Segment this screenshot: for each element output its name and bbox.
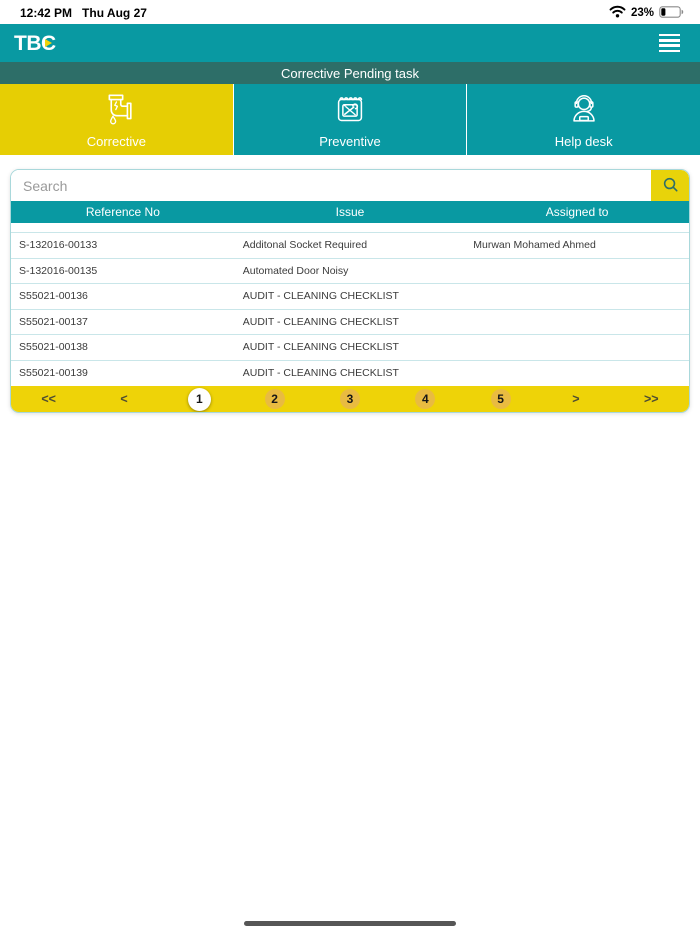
pagination-page-2[interactable]: 2 [237,388,312,410]
table-spacer-row [11,223,689,233]
pagination-page-3[interactable]: 3 [312,388,387,410]
pipe-leak-icon [97,91,135,129]
tab-corrective[interactable] [0,84,233,155]
tbc-logo: TBC [14,31,56,55]
calendar-tools-icon [331,91,369,129]
search-icon [662,176,679,196]
tab-label: Corrective [86,133,146,149]
pagination-bar [11,386,689,412]
table-cell-reference-no: S-132016-00133 [19,239,98,252]
table-row[interactable] [11,259,689,285]
main-content [0,155,700,413]
table-cell-issue: AUDIT - CLEANING CHECKLIST [242,315,399,328]
table-cell-reference-no: S-132016-00135 [19,264,98,277]
table-cell-issue: AUDIT - CLEANING CHECKLIST [242,341,399,354]
pagination-page-4[interactable]: 4 [388,388,463,410]
table-header [11,201,689,223]
table-cell-reference-no: S55021-00138 [19,341,88,354]
tab-label: Preventive [319,133,381,149]
pagination-prev[interactable]: < [86,391,161,407]
pagination-next[interactable]: > [538,391,613,407]
battery-percent: 23% [630,7,654,19]
column-header-assigned-to: Assigned to [545,205,609,219]
search-input[interactable] [11,170,651,201]
column-header-issue: Issue [335,205,365,219]
table-row[interactable] [11,310,689,336]
support-agent-icon [565,91,603,129]
table-cell-reference-no: S55021-00137 [19,315,88,328]
table-body [11,233,689,386]
tab-label: Help desk [554,133,613,149]
table-cell-reference-no: S55021-00136 [19,290,88,303]
status-bar [0,0,700,24]
table-cell-issue: AUDIT - CLEANING CHECKLIST [242,367,399,380]
home-indicator[interactable] [244,921,456,926]
pagination-page-5[interactable]: 5 [463,388,538,410]
table-row[interactable] [11,335,689,361]
table-row[interactable] [11,361,689,387]
task-list-card [10,169,690,413]
table-cell-issue: AUDIT - CLEANING CHECKLIST [242,290,399,303]
table-cell-issue: Automated Door Noisy [242,264,349,277]
tab-bar [0,84,700,155]
table-cell-assigned-to: Murwan Mohamed Ahmed [473,239,596,252]
tab-help-desk[interactable] [466,84,700,155]
pagination-last[interactable]: >> [614,391,689,407]
battery-icon [659,6,684,21]
app-header [0,24,700,62]
column-header-reference-no: Reference No [85,205,160,219]
tab-preventive[interactable] [233,84,467,155]
search-button[interactable] [651,170,689,201]
logo-arrow-icon [45,39,52,47]
page-title: Corrective Pending task [0,62,700,84]
table-cell-reference-no: S55021-00139 [19,367,88,380]
menu-icon[interactable] [659,34,680,53]
wifi-icon [609,5,626,21]
clock-time: 12:42 PM [20,6,73,20]
pagination-first[interactable]: << [11,391,86,407]
pagination-page-1[interactable]: 1 [162,387,237,412]
search-bar [11,170,689,201]
table-row[interactable] [11,284,689,310]
clock-date: Thu Aug 27 [82,6,147,20]
table-cell-issue: Additonal Socket Required [242,239,368,252]
table-row[interactable] [11,233,689,259]
